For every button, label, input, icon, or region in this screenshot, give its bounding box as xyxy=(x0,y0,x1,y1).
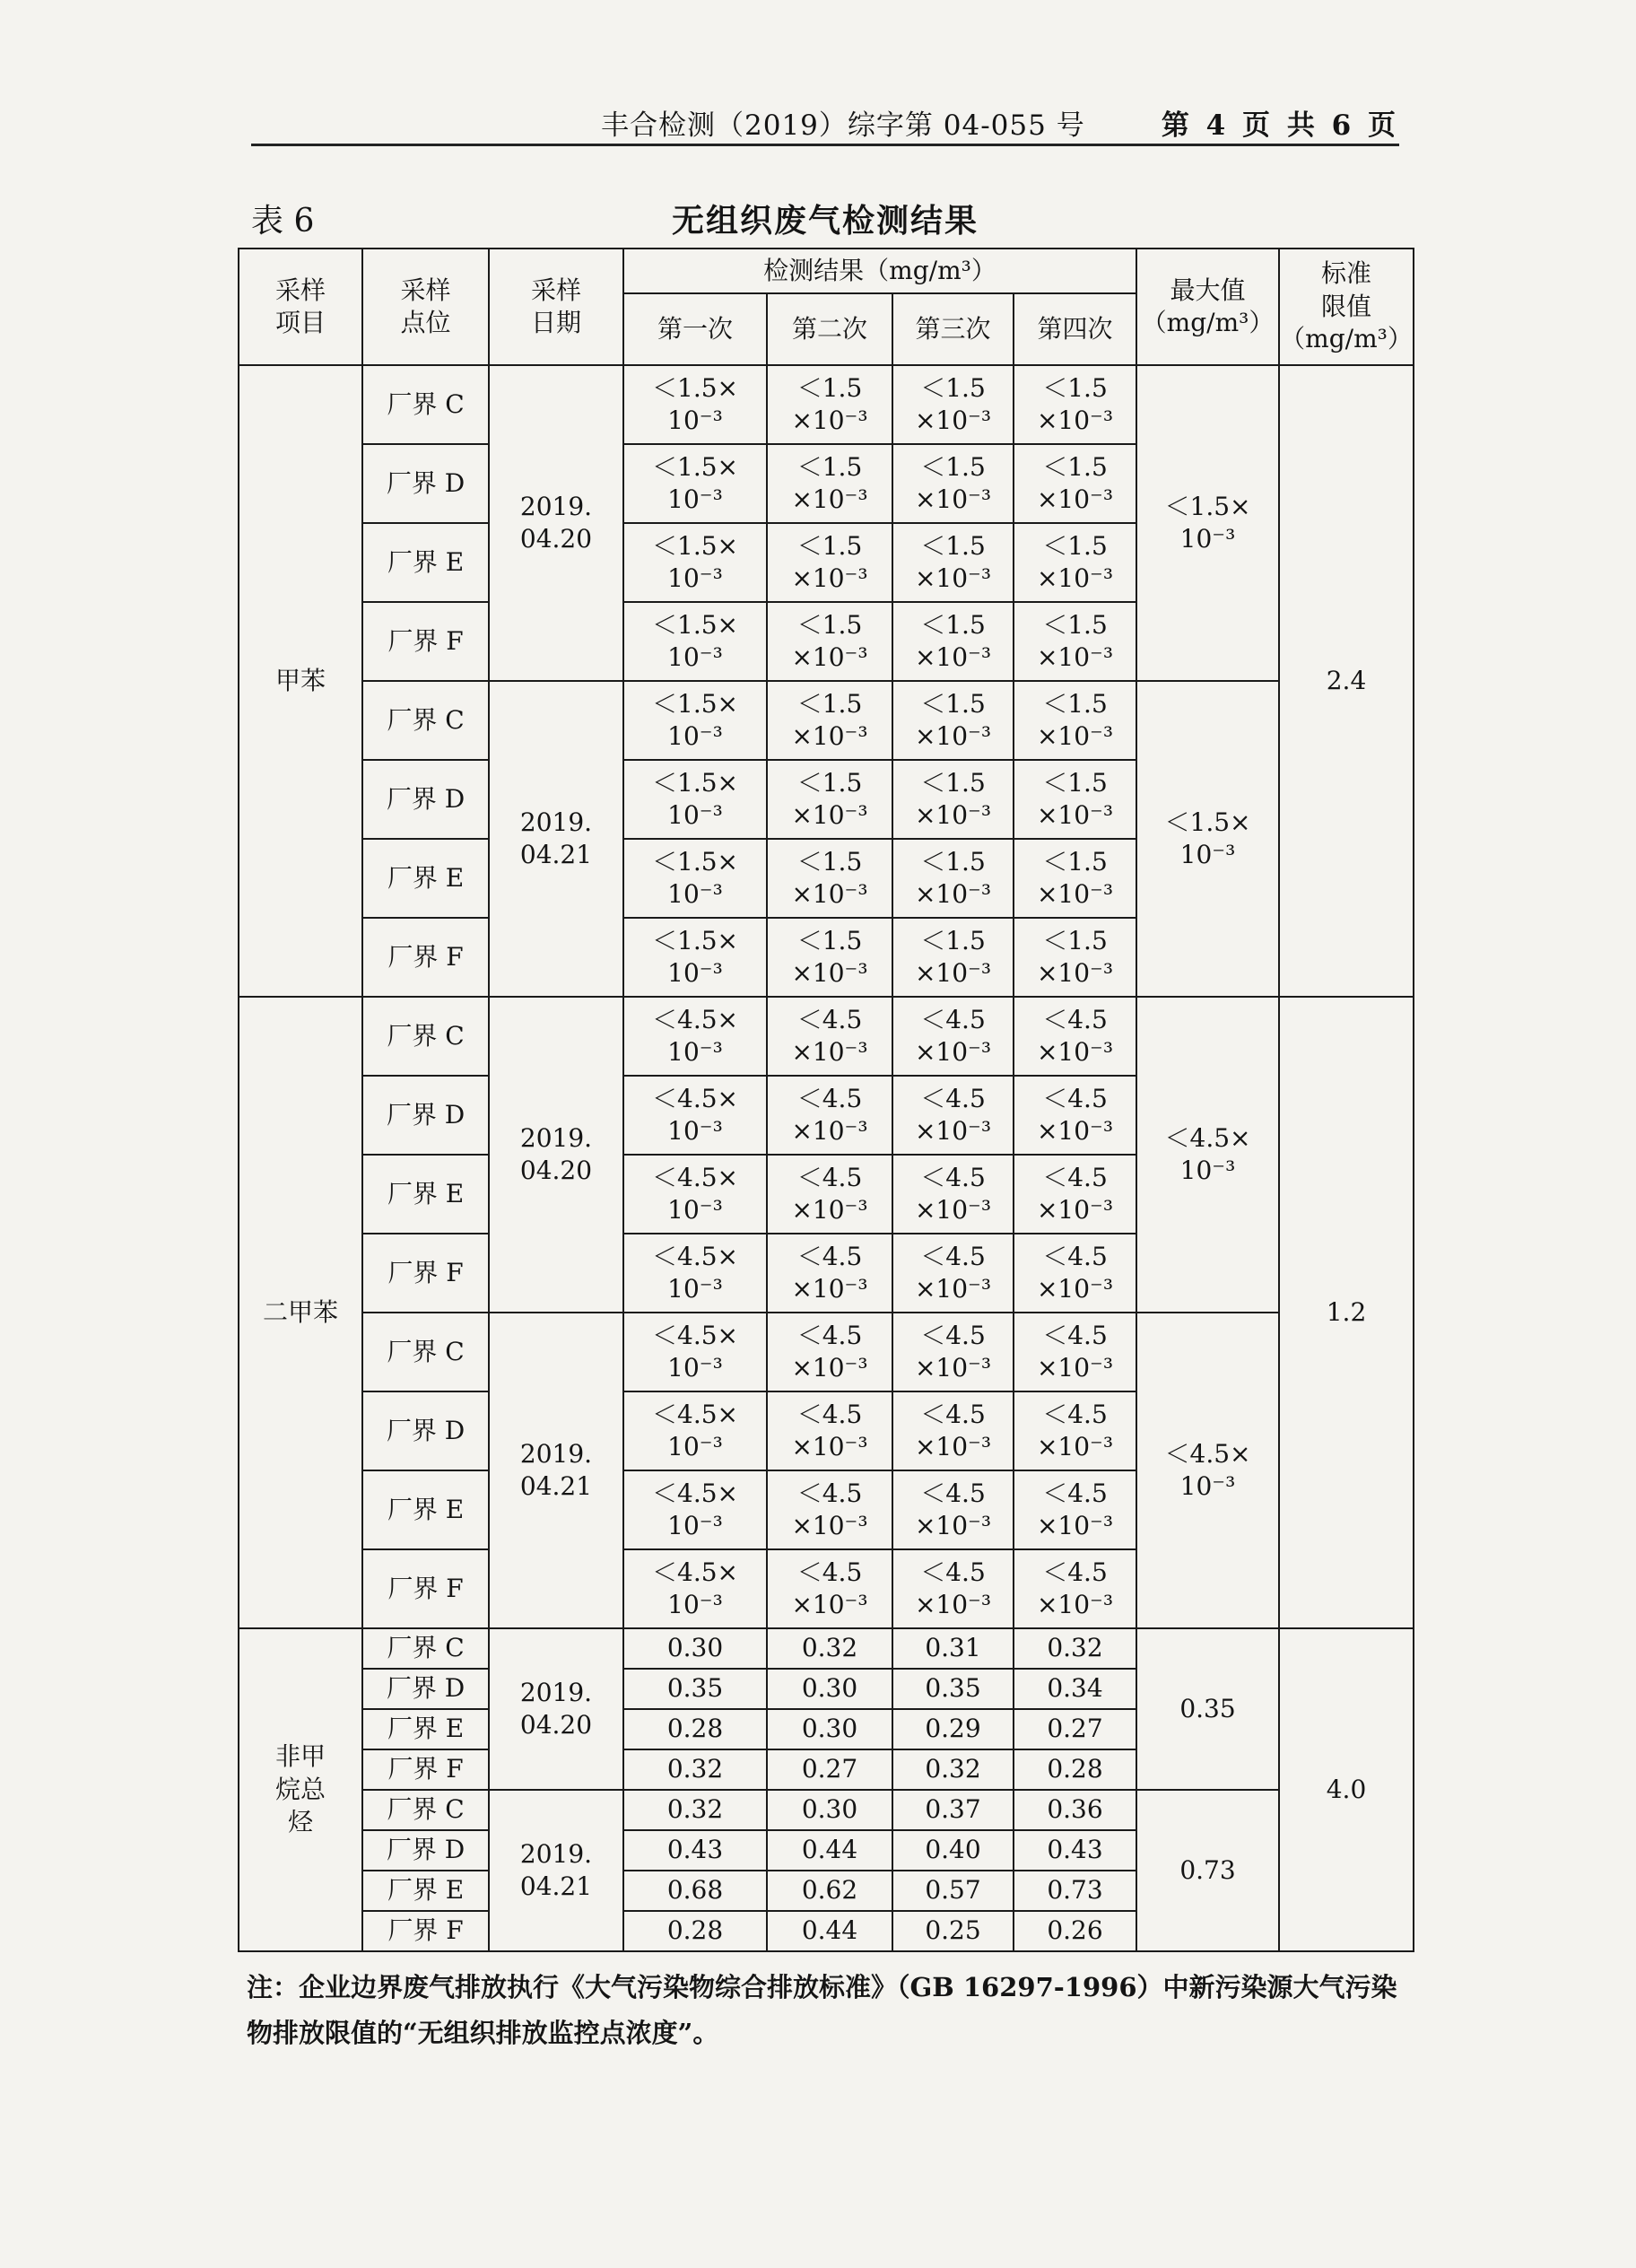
col-header-run-1: 第一次 xyxy=(623,293,767,365)
value-cell: ＜4.5× 10⁻³ xyxy=(623,1470,767,1549)
value-cell: ＜4.5 ×10⁻³ xyxy=(892,1076,1014,1155)
max-cell: 0.73 xyxy=(1136,1790,1279,1951)
point-cell: 厂界 C xyxy=(362,997,489,1076)
value-cell: ＜4.5 ×10⁻³ xyxy=(767,1234,892,1313)
value-cell: ＜1.5 ×10⁻³ xyxy=(767,602,892,681)
value-cell: ＜4.5× 10⁻³ xyxy=(623,997,767,1076)
table-note: 注：企业边界废气排放执行《大气污染物综合排放标准》（GB 16297-1996）中新污染源大气污染物排放限值的“无组织排放监控点浓度”。 xyxy=(247,1972,1397,2048)
col-header-run-2: 第二次 xyxy=(767,293,892,365)
value-cell: ＜4.5 ×10⁻³ xyxy=(892,1155,1014,1234)
value-cell: 0.68 xyxy=(623,1871,767,1911)
value-cell: ＜4.5 ×10⁻³ xyxy=(767,1155,892,1234)
value-cell: ＜1.5× 10⁻³ xyxy=(623,918,767,997)
date-cell: 2019. 04.21 xyxy=(489,681,623,997)
value-cell: ＜1.5 ×10⁻³ xyxy=(892,681,1014,760)
value-cell: ＜1.5 ×10⁻³ xyxy=(767,444,892,523)
point-cell: 厂界 D xyxy=(362,1391,489,1470)
value-cell: 0.36 xyxy=(1014,1790,1136,1830)
table-row xyxy=(239,1790,1414,1830)
value-cell: ＜1.5 ×10⁻³ xyxy=(892,602,1014,681)
value-cell: ＜4.5 ×10⁻³ xyxy=(1014,1234,1136,1313)
item-cell: 甲苯 xyxy=(239,365,362,997)
value-cell: 0.35 xyxy=(623,1669,767,1709)
point-cell: 厂界 D xyxy=(362,1669,489,1709)
value-cell: 0.35 xyxy=(892,1669,1014,1709)
value-cell: 0.40 xyxy=(892,1830,1014,1871)
value-cell: ＜1.5× 10⁻³ xyxy=(623,444,767,523)
point-cell: 厂界 E xyxy=(362,1470,489,1549)
value-cell: 0.44 xyxy=(767,1830,892,1871)
value-cell: ＜1.5× 10⁻³ xyxy=(623,365,767,444)
table-row xyxy=(239,1628,1414,1669)
table-label: 表 6 xyxy=(251,203,315,240)
value-cell: 0.62 xyxy=(767,1871,892,1911)
value-cell: ＜1.5× 10⁻³ xyxy=(623,523,767,602)
col-header-date: 采样 日期 xyxy=(489,249,623,365)
value-cell: ＜4.5 ×10⁻³ xyxy=(1014,1076,1136,1155)
value-cell: ＜4.5 ×10⁻³ xyxy=(892,1313,1014,1391)
value-cell: 0.31 xyxy=(892,1628,1014,1669)
document-number: 丰合检测（2019）综字第 04-055 号 xyxy=(601,109,1085,142)
col-header-run-3: 第三次 xyxy=(892,293,1014,365)
value-cell: 0.32 xyxy=(892,1749,1014,1790)
value-cell: 0.27 xyxy=(1014,1709,1136,1749)
results-table xyxy=(238,248,1414,1952)
point-cell: 厂界 F xyxy=(362,1549,489,1628)
value-cell: ＜1.5 ×10⁻³ xyxy=(892,760,1014,839)
col-header-limit: 标准 限值 （mg/m³） xyxy=(1279,249,1414,365)
point-cell: 厂界 E xyxy=(362,1871,489,1911)
point-cell: 厂界 E xyxy=(362,523,489,602)
value-cell: ＜1.5 ×10⁻³ xyxy=(1014,602,1136,681)
value-cell: ＜4.5 ×10⁻³ xyxy=(1014,1391,1136,1470)
value-cell: 0.25 xyxy=(892,1911,1014,1951)
point-cell: 厂界 F xyxy=(362,1749,489,1790)
value-cell: ＜4.5 ×10⁻³ xyxy=(1014,1313,1136,1391)
date-cell: 2019. 04.20 xyxy=(489,997,623,1313)
col-header-results: 检测结果（mg/m³） xyxy=(623,249,1136,293)
value-cell: ＜4.5 ×10⁻³ xyxy=(1014,1549,1136,1628)
value-cell: 0.73 xyxy=(1014,1871,1136,1911)
point-cell: 厂界 E xyxy=(362,839,489,918)
value-cell: ＜1.5 ×10⁻³ xyxy=(767,681,892,760)
point-cell: 厂界 C xyxy=(362,1628,489,1669)
value-cell: ＜1.5 ×10⁻³ xyxy=(1014,839,1136,918)
value-cell: 0.29 xyxy=(892,1709,1014,1749)
value-cell: ＜1.5 ×10⁻³ xyxy=(892,444,1014,523)
value-cell: 0.28 xyxy=(623,1709,767,1749)
col-header-item: 采样 项目 xyxy=(239,249,362,365)
point-cell: 厂界 E xyxy=(362,1155,489,1234)
value-cell: 0.37 xyxy=(892,1790,1014,1830)
point-cell: 厂界 D xyxy=(362,760,489,839)
value-cell: 0.43 xyxy=(623,1830,767,1871)
value-cell: ＜1.5 ×10⁻³ xyxy=(1014,523,1136,602)
value-cell: 0.27 xyxy=(767,1749,892,1790)
value-cell: ＜1.5 ×10⁻³ xyxy=(1014,681,1136,760)
value-cell: 0.57 xyxy=(892,1871,1014,1911)
point-cell: 厂界 F xyxy=(362,1911,489,1951)
value-cell: ＜1.5× 10⁻³ xyxy=(623,602,767,681)
value-cell: ＜4.5 ×10⁻³ xyxy=(767,1470,892,1549)
date-cell: 2019. 04.20 xyxy=(489,365,623,681)
max-cell: ＜1.5× 10⁻³ xyxy=(1136,681,1279,997)
col-header-point: 采样 点位 xyxy=(362,249,489,365)
limit-cell: 2.4 xyxy=(1279,365,1414,997)
value-cell: ＜1.5 ×10⁻³ xyxy=(892,839,1014,918)
value-cell: ＜4.5× 10⁻³ xyxy=(623,1549,767,1628)
value-cell: ＜4.5 ×10⁻³ xyxy=(767,1076,892,1155)
value-cell: ＜4.5 ×10⁻³ xyxy=(1014,997,1136,1076)
point-cell: 厂界 F xyxy=(362,918,489,997)
point-cell: 厂界 C xyxy=(362,1313,489,1391)
value-cell: 0.28 xyxy=(1014,1749,1136,1790)
value-cell: ＜1.5 ×10⁻³ xyxy=(1014,760,1136,839)
item-cell: 二甲苯 xyxy=(239,997,362,1628)
value-cell: ＜1.5 ×10⁻³ xyxy=(1014,444,1136,523)
item-cell: 非甲烷总烃 xyxy=(239,1628,362,1951)
value-cell: ＜4.5 ×10⁻³ xyxy=(767,1549,892,1628)
value-cell: 0.30 xyxy=(767,1669,892,1709)
table-row xyxy=(239,681,1414,760)
value-cell: ＜4.5× 10⁻³ xyxy=(623,1076,767,1155)
value-cell: ＜4.5 ×10⁻³ xyxy=(892,1470,1014,1549)
value-cell: 0.30 xyxy=(767,1709,892,1749)
date-cell: 2019. 04.20 xyxy=(489,1628,623,1790)
value-cell: 0.30 xyxy=(623,1628,767,1669)
point-cell: 厂界 D xyxy=(362,1830,489,1871)
table-row xyxy=(239,997,1414,1076)
page-number: 第 4 页 共 6 页 xyxy=(1161,109,1399,142)
col-header-run-4: 第四次 xyxy=(1014,293,1136,365)
value-cell: ＜4.5 ×10⁻³ xyxy=(892,1391,1014,1470)
max-cell: ＜4.5× 10⁻³ xyxy=(1136,1313,1279,1628)
limit-cell: 4.0 xyxy=(1279,1628,1414,1951)
value-cell: ＜4.5 ×10⁻³ xyxy=(1014,1155,1136,1234)
point-cell: 厂界 C xyxy=(362,681,489,760)
value-cell: ＜1.5 ×10⁻³ xyxy=(892,365,1014,444)
value-cell: ＜1.5× 10⁻³ xyxy=(623,839,767,918)
value-cell: ＜4.5× 10⁻³ xyxy=(623,1391,767,1470)
value-cell: ＜1.5 ×10⁻³ xyxy=(767,839,892,918)
table-head xyxy=(239,249,1414,365)
table-title: 无组织废气检测结果 xyxy=(671,202,979,240)
table-row xyxy=(239,365,1414,444)
value-cell: ＜4.5 ×10⁻³ xyxy=(892,1234,1014,1313)
max-cell: ＜1.5× 10⁻³ xyxy=(1136,365,1279,681)
value-cell: ＜1.5× 10⁻³ xyxy=(623,681,767,760)
value-cell: ＜1.5× 10⁻³ xyxy=(623,760,767,839)
point-cell: 厂界 D xyxy=(362,1076,489,1155)
value-cell: ＜1.5 ×10⁻³ xyxy=(892,918,1014,997)
value-cell: 0.26 xyxy=(1014,1911,1136,1951)
limit-cell: 1.2 xyxy=(1279,997,1414,1628)
value-cell: ＜1.5 ×10⁻³ xyxy=(767,523,892,602)
value-cell: 0.44 xyxy=(767,1911,892,1951)
value-cell: ＜1.5 ×10⁻³ xyxy=(767,365,892,444)
value-cell: ＜1.5 ×10⁻³ xyxy=(767,760,892,839)
value-cell: ＜4.5 ×10⁻³ xyxy=(1014,1470,1136,1549)
date-cell: 2019. 04.21 xyxy=(489,1790,623,1951)
value-cell: 0.32 xyxy=(1014,1628,1136,1669)
value-cell: ＜4.5 ×10⁻³ xyxy=(767,997,892,1076)
point-cell: 厂界 F xyxy=(362,602,489,681)
value-cell: ＜1.5 ×10⁻³ xyxy=(892,523,1014,602)
value-cell: 0.34 xyxy=(1014,1669,1136,1709)
value-cell: ＜4.5× 10⁻³ xyxy=(623,1155,767,1234)
value-cell: 0.32 xyxy=(767,1628,892,1669)
table-row xyxy=(239,1313,1414,1391)
value-cell: ＜4.5 ×10⁻³ xyxy=(767,1313,892,1391)
value-cell: ＜4.5 ×10⁻³ xyxy=(892,1549,1014,1628)
point-cell: 厂界 F xyxy=(362,1234,489,1313)
value-cell: 0.32 xyxy=(623,1790,767,1830)
value-cell: ＜1.5 ×10⁻³ xyxy=(1014,365,1136,444)
col-header-max: 最大值 （mg/m³） xyxy=(1136,249,1279,365)
value-cell: ＜1.5 ×10⁻³ xyxy=(1014,918,1136,997)
value-cell: 0.28 xyxy=(623,1911,767,1951)
point-cell: 厂界 C xyxy=(362,1790,489,1830)
date-cell: 2019. 04.21 xyxy=(489,1313,623,1628)
value-cell: ＜4.5× 10⁻³ xyxy=(623,1313,767,1391)
value-cell: ＜1.5 ×10⁻³ xyxy=(767,918,892,997)
point-cell: 厂界 C xyxy=(362,365,489,444)
value-cell: 0.30 xyxy=(767,1790,892,1830)
max-cell: ＜4.5× 10⁻³ xyxy=(1136,997,1279,1313)
value-cell: 0.32 xyxy=(623,1749,767,1790)
value-cell: ＜4.5 ×10⁻³ xyxy=(767,1391,892,1470)
point-cell: 厂界 E xyxy=(362,1709,489,1749)
value-cell: ＜4.5× 10⁻³ xyxy=(623,1234,767,1313)
table-body xyxy=(239,365,1414,1951)
max-cell: 0.35 xyxy=(1136,1628,1279,1790)
value-cell: ＜4.5 ×10⁻³ xyxy=(892,997,1014,1076)
page-header xyxy=(251,97,1399,146)
point-cell: 厂界 D xyxy=(362,444,489,523)
value-cell: 0.43 xyxy=(1014,1830,1136,1871)
